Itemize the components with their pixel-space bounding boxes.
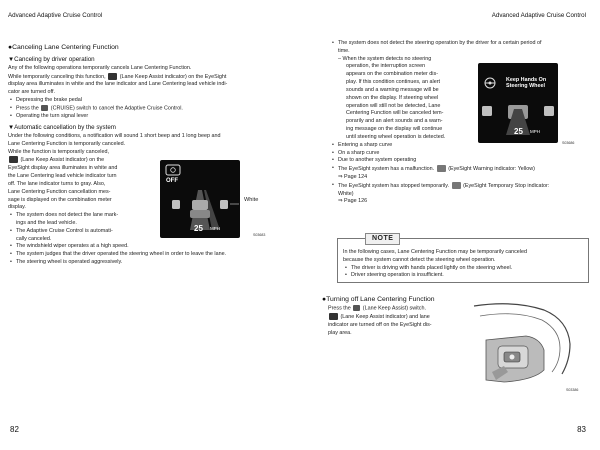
paragraph: display area illuminates in white and the lane indicator and Lane Centering lead vehicle indi- [8,81,228,88]
off-label: OFF [166,178,178,184]
figure-code: S03686 [562,141,575,145]
speed-value: 25 [194,224,203,233]
page-number-left: 82 [10,425,19,434]
page-header-left: Advanced Adaptive Cruise Control [8,12,103,19]
paragraph: Under the following conditions, a notification will sound 1 short beep and 1 long beep and [8,132,221,139]
eyesight-temporary-stop-icon [452,182,461,189]
cruise-switch-icon [41,105,48,111]
paragraph: While temporarily canceling this function, (Lane Keep Assist indicator) on the EyeSight [8,73,227,80]
narrow-text: While the function is temporarily canceled, (Lane Keep Assist indicator) on the EyeSight display area illuminates in white and the Lane Centering lead vehicle indicator turn off. The lane indicator turns to gray. Also, Lane Centering Function cancellation mes- sage is displayed on the combination meter display. • The system does not detect the lane mark- ings and the lead vehicle. • The Adaptive Cruise Control is automati- cally canceled. [8,149,153,244]
page-number-right: 83 [577,425,586,434]
list-item: • The system does not detect the steering operation by the driver for a certain period of time. [330,40,588,56]
lane-keep-assist-icon [329,313,338,320]
page-reference: ⇒ Page 126 [338,198,368,205]
eyesight-warning-icon [437,165,446,172]
list-item: • The windshield wiper operates at a high speed. [8,243,280,251]
note-box: In the following cases, Lane Centering Function may be temporarily canceled because the system cannot detect the steering wheel operation. • The driver is driving with hands placed lightly on the steering wheel. • Driver steering operation is insufficient. [337,238,589,283]
turning-off-section: ●Turning off Lane Centering Function Press the (Lane Keep Assist) switch. (Lane Keep Assist indicator) and lane indicator are turned off on the EyeSight dis- play area. [322,292,452,338]
warning-message: Keep Hands On Steering Wheel [506,77,547,90]
list-item: • Entering a sharp curve [330,142,588,150]
steering-wheel-illustration [464,300,582,388]
bullet-dot-icon: ● [322,296,327,303]
triangle-down-icon: ▼ [8,123,15,131]
list-item: • The EyeSight system has a malfunction. (EyeSight Warning indicator: Yellow) [330,165,588,174]
speed-unit: MPH [210,226,220,231]
list-item: • Press the (CRUISE) switch to cancel the Adaptive Cruise Control. [8,105,280,113]
list-item: • Depressing the brake pedal [8,97,280,105]
lane-keep-assist-icon [9,156,18,163]
lane-keep-assist-switch-icon [353,305,360,311]
list-item: • The EyeSight system has stopped temporarily. (EyeSight Temporary Stop indicator: White) [330,182,588,199]
subsection-title: ▼Canceling by driver operation [8,55,95,63]
list-item: • Driver steering operation is insufficient. [343,272,583,280]
paragraph: Lane Centering Function is temporarily canceled. [8,140,126,147]
note-title: NOTE [365,233,400,245]
lane-keep-assist-icon [108,73,117,80]
page-header-right: Advanced Adaptive Cruise Control [491,12,586,19]
paragraph: cator are turned off. [8,89,55,96]
section-title: ●Canceling Lane Centering Function [8,44,119,51]
section-title: ●Turning off Lane Centering Function [322,296,435,303]
paragraph: Any of the following operations temporarily cancels Lane Centering Function. [8,64,192,71]
list-item: • The steering wheel is operated aggressively. [8,259,280,267]
figure-code: S03386 [566,388,579,392]
list-item: • The system does not detect the lane mark- ings and the lead vehicle. [8,212,153,228]
triangle-down-icon: ▼ [8,55,15,63]
list-item: • The system judges that the driver operated the steering wheel in order to leave the lane. [8,251,280,259]
speed-value: 25 [514,127,523,136]
list-item: • On a sharp curve [330,150,588,158]
figure-code: S03683 [253,233,266,237]
list-item: • Due to another system operating [330,157,588,165]
eyesight-display-screen [160,160,240,238]
dash-paragraph: – When the system detects no steering operation, the interruption screen appears on the combination meter dis- play. If this condition continues, an alert sounds and a warning message will be shown on the display. If steering wheel operation will still not be detected, Lane Centering Function will be canceled tem- porarily and an alert sounds and a warn- ing message on the display will continue until steering wheel operation is detected. [338,55,446,140]
subsection-title: ▼Automatic cancellation by the system [8,123,116,131]
speed-unit: MPH [530,129,540,134]
list-item: • The driver is driving with hands placed lightly on the steering wheel. [343,265,583,273]
list-item: • Operating the turn signal lever [8,113,280,121]
keep-hands-on-screen [478,63,558,143]
bullet-dot-icon: ● [8,44,13,51]
page-reference: ⇒ Page 124 [338,174,368,180]
white-label: White [244,197,259,203]
list-item: • The Adaptive Cruise Control is automati- cally canceled. [8,228,153,244]
